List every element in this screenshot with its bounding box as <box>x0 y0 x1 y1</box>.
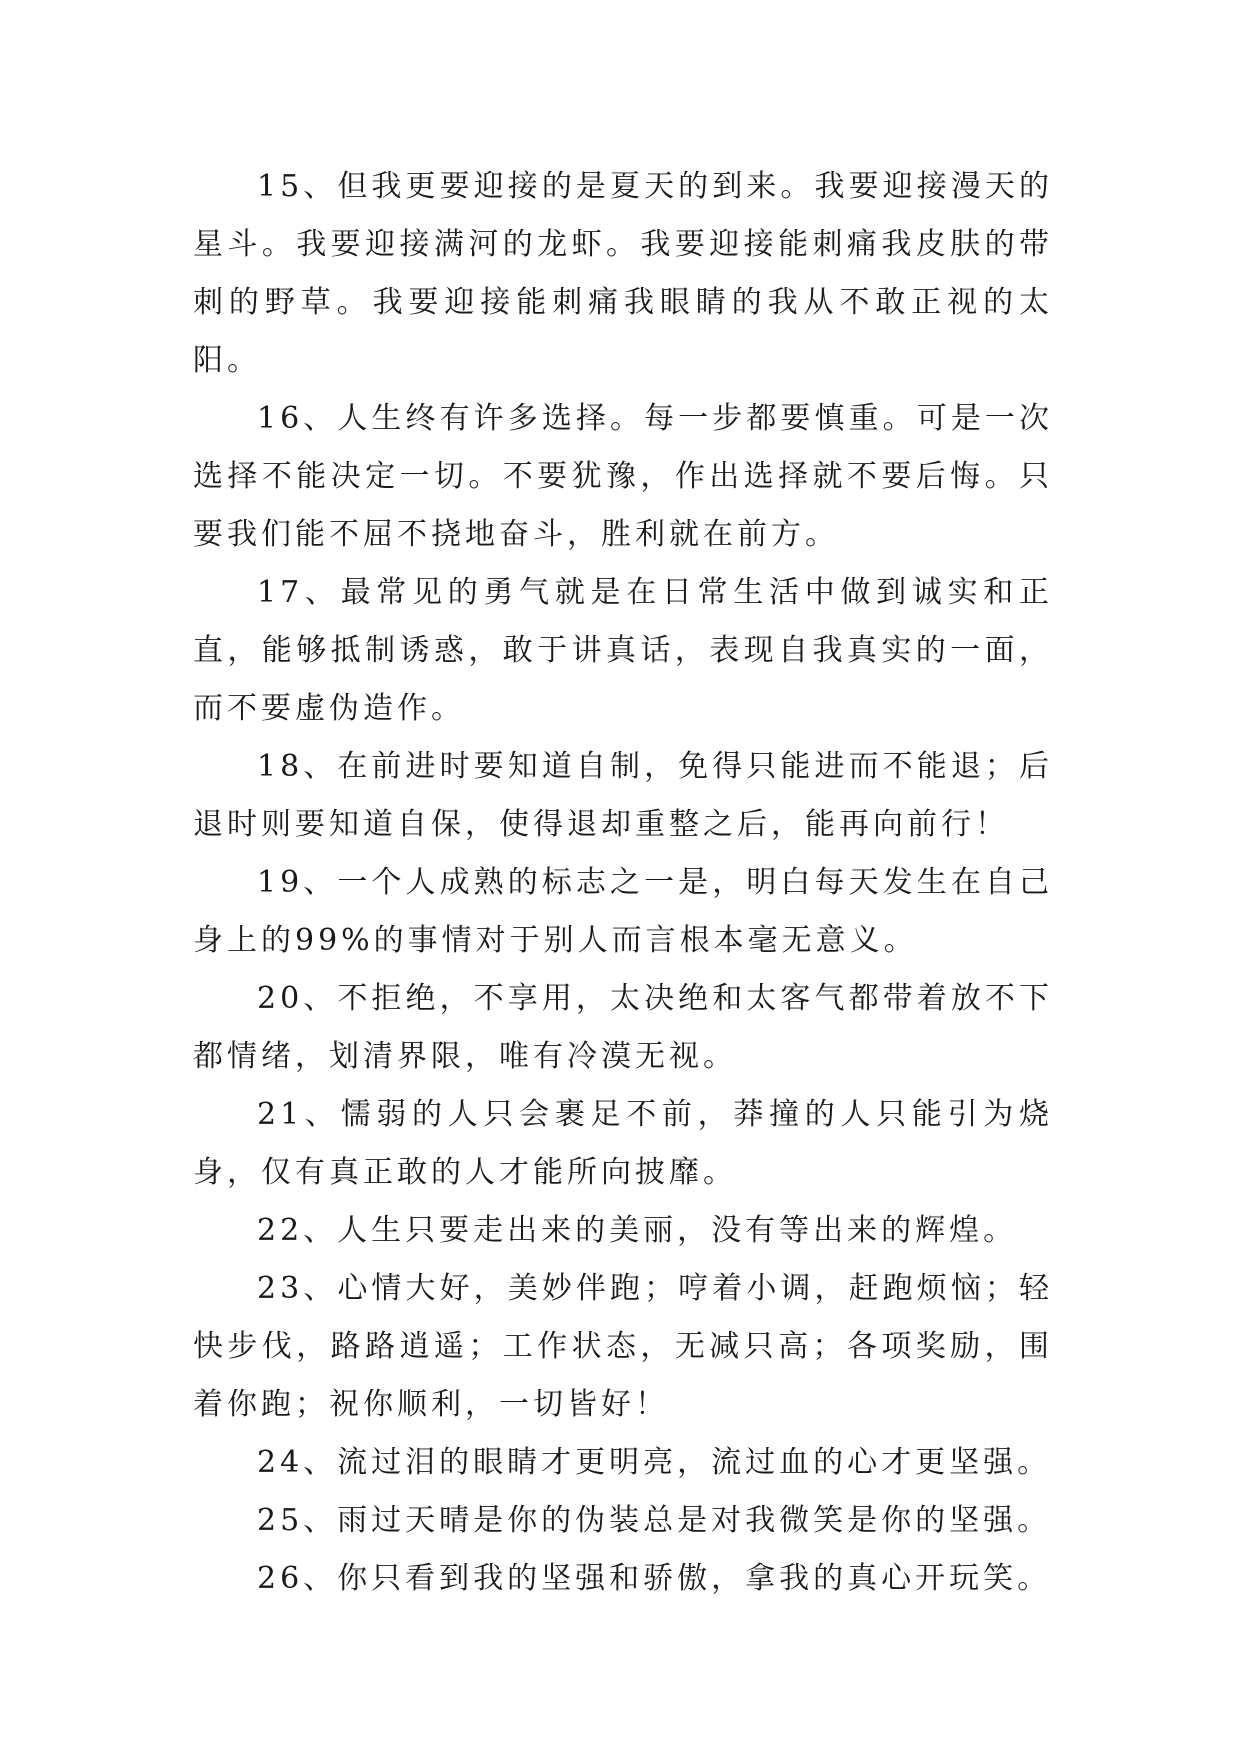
paragraph-26: 26、你只看到我的坚强和骄傲，拿我的真心开玩笑。 <box>257 1561 1052 1596</box>
paragraph-20: 20、不拒绝，不享用，太决绝和太客气都带着放不下都情绪，划清界限，唯有冷漠无视。 <box>193 981 1053 1074</box>
paragraph-16: 16、人生终有许多选择。每一步都要慎重。可是一次选择不能决定一切。不要犹豫，作出选择就不要后悔。只要我们能不屈不挠地奋斗，胜利就在前方。 <box>193 401 1053 552</box>
paragraph-19: 19、一个人成熟的标志之一是，明白每天发生在自己身上的99%的事情对于别人而言根本毫无意义。 <box>193 865 1053 958</box>
paragraph-22: 22、人生只要走出来的美丽，没有等出来的辉煌。 <box>257 1213 1018 1248</box>
paragraph-21: 21、懦弱的人只会裹足不前，莽撞的人只能引为烧身，仅有真正敢的人才能所向披靡。 <box>193 1097 1053 1190</box>
paragraph-23: 23、心情大好，美妙伴跑；哼着小调，赶跑烦恼；轻快步伐，路路逍遥；工作状态，无减只高；各项奖励，围着你跑；祝你顺利，一切皆好！ <box>193 1271 1053 1422</box>
paragraph-25: 25、雨过天晴是你的伪装总是对我微笑是你的坚强。 <box>257 1503 1052 1538</box>
paragraph-17: 17、最常见的勇气就是在日常生活中做到诚实和正直，能够抵制诱惑，敢于讲真话，表现自我真实的一面，而不要虚伪造作。 <box>193 575 1053 726</box>
document-body <box>193 158 1053 1608</box>
paragraph-15: 15、但我更要迎接的是夏天的到来。我要迎接漫天的星斗。我要迎接满河的龙虾。我要迎接能刺痛我皮肤的带刺的野草。我要迎接能刺痛我眼睛的我从不敢正视的太阳。 <box>193 169 1053 378</box>
paragraph-18: 18、在前进时要知道自制，免得只能进而不能退；后退时则要知道自保，使得退却重整之后，能再向前行！ <box>193 749 1053 842</box>
paragraph-24: 24、流过泪的眼睛才更明亮，流过血的心才更坚强。 <box>257 1445 1052 1480</box>
